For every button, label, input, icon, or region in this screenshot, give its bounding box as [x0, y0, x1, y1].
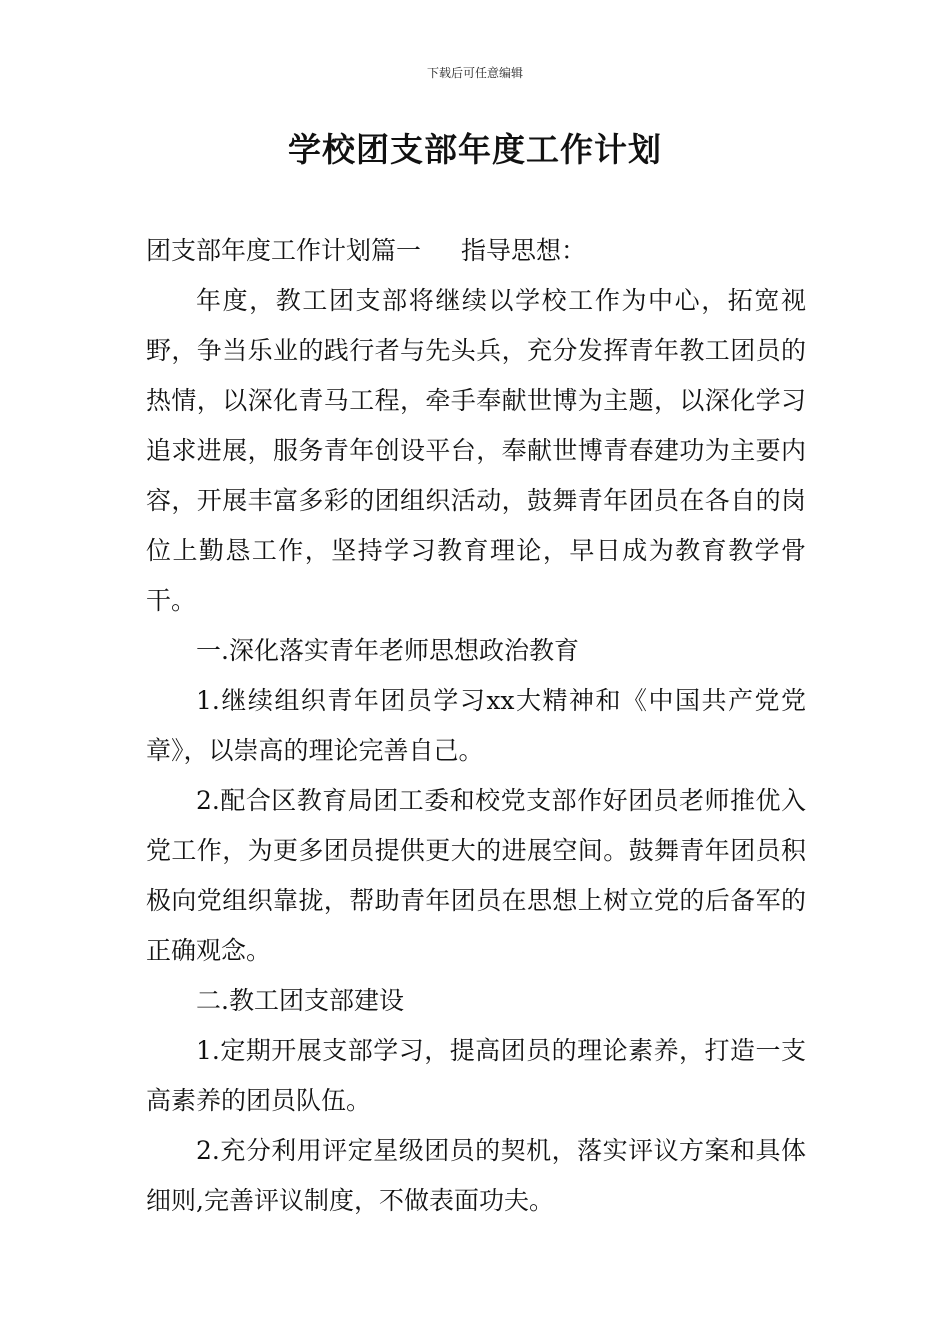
paragraph-item: 1.继续组织青年团员学习xx大精神和《中国共产党党章》，以崇高的理论完善自己。: [146, 686, 806, 765]
section-heading-2: 二.教工团支部建设: [196, 986, 404, 1015]
intro-line-left: 团支部年度工作计划篇一: [146, 236, 422, 265]
paragraph-guiding-thought: 年度，教工团支部将继续以学校工作为中心，拓宽视野，争当乐业的践行者与先头兵，充分发挥青年教工团员的热情，以深化青马工程，牵手奉献世博为主题，以深化学习追求进展，服务青年创设平台，奉献世博青春建功为主要内容，开展丰富多彩的团组织活动，鼓舞青年团员在各自的岗位上勤恳工作，坚持学习教育理论，早日成为教育教学骨干。: [146, 286, 806, 615]
intro-line: [146, 226, 806, 276]
document-title: 学校团支部年度工作计划: [288, 130, 662, 169]
document-body: [146, 226, 806, 1226]
paragraph-item: 2.配合区教育局团工委和校党支部作好团员老师推优入党工作，为更多团员提供更大的进展空间。鼓舞青年团员积极向党组织靠拢，帮助青年团员在思想上树立党的后备军的正确观念。: [146, 786, 806, 965]
paragraph-item: 1.定期开展支部学习，提高团员的理论素养，打造一支高素养的团员队伍。: [146, 1036, 806, 1115]
header-note: 下载后可任意编辑: [426, 66, 523, 80]
intro-line-right: 指导思想：: [461, 236, 587, 265]
section-heading-1: 一.深化落实青年老师思想政治教育: [196, 636, 579, 665]
paragraph-item: 2.充分利用评定星级团员的契机，落实评议方案和具体细则,完善评议制度，不做表面功夫。: [146, 1136, 806, 1215]
